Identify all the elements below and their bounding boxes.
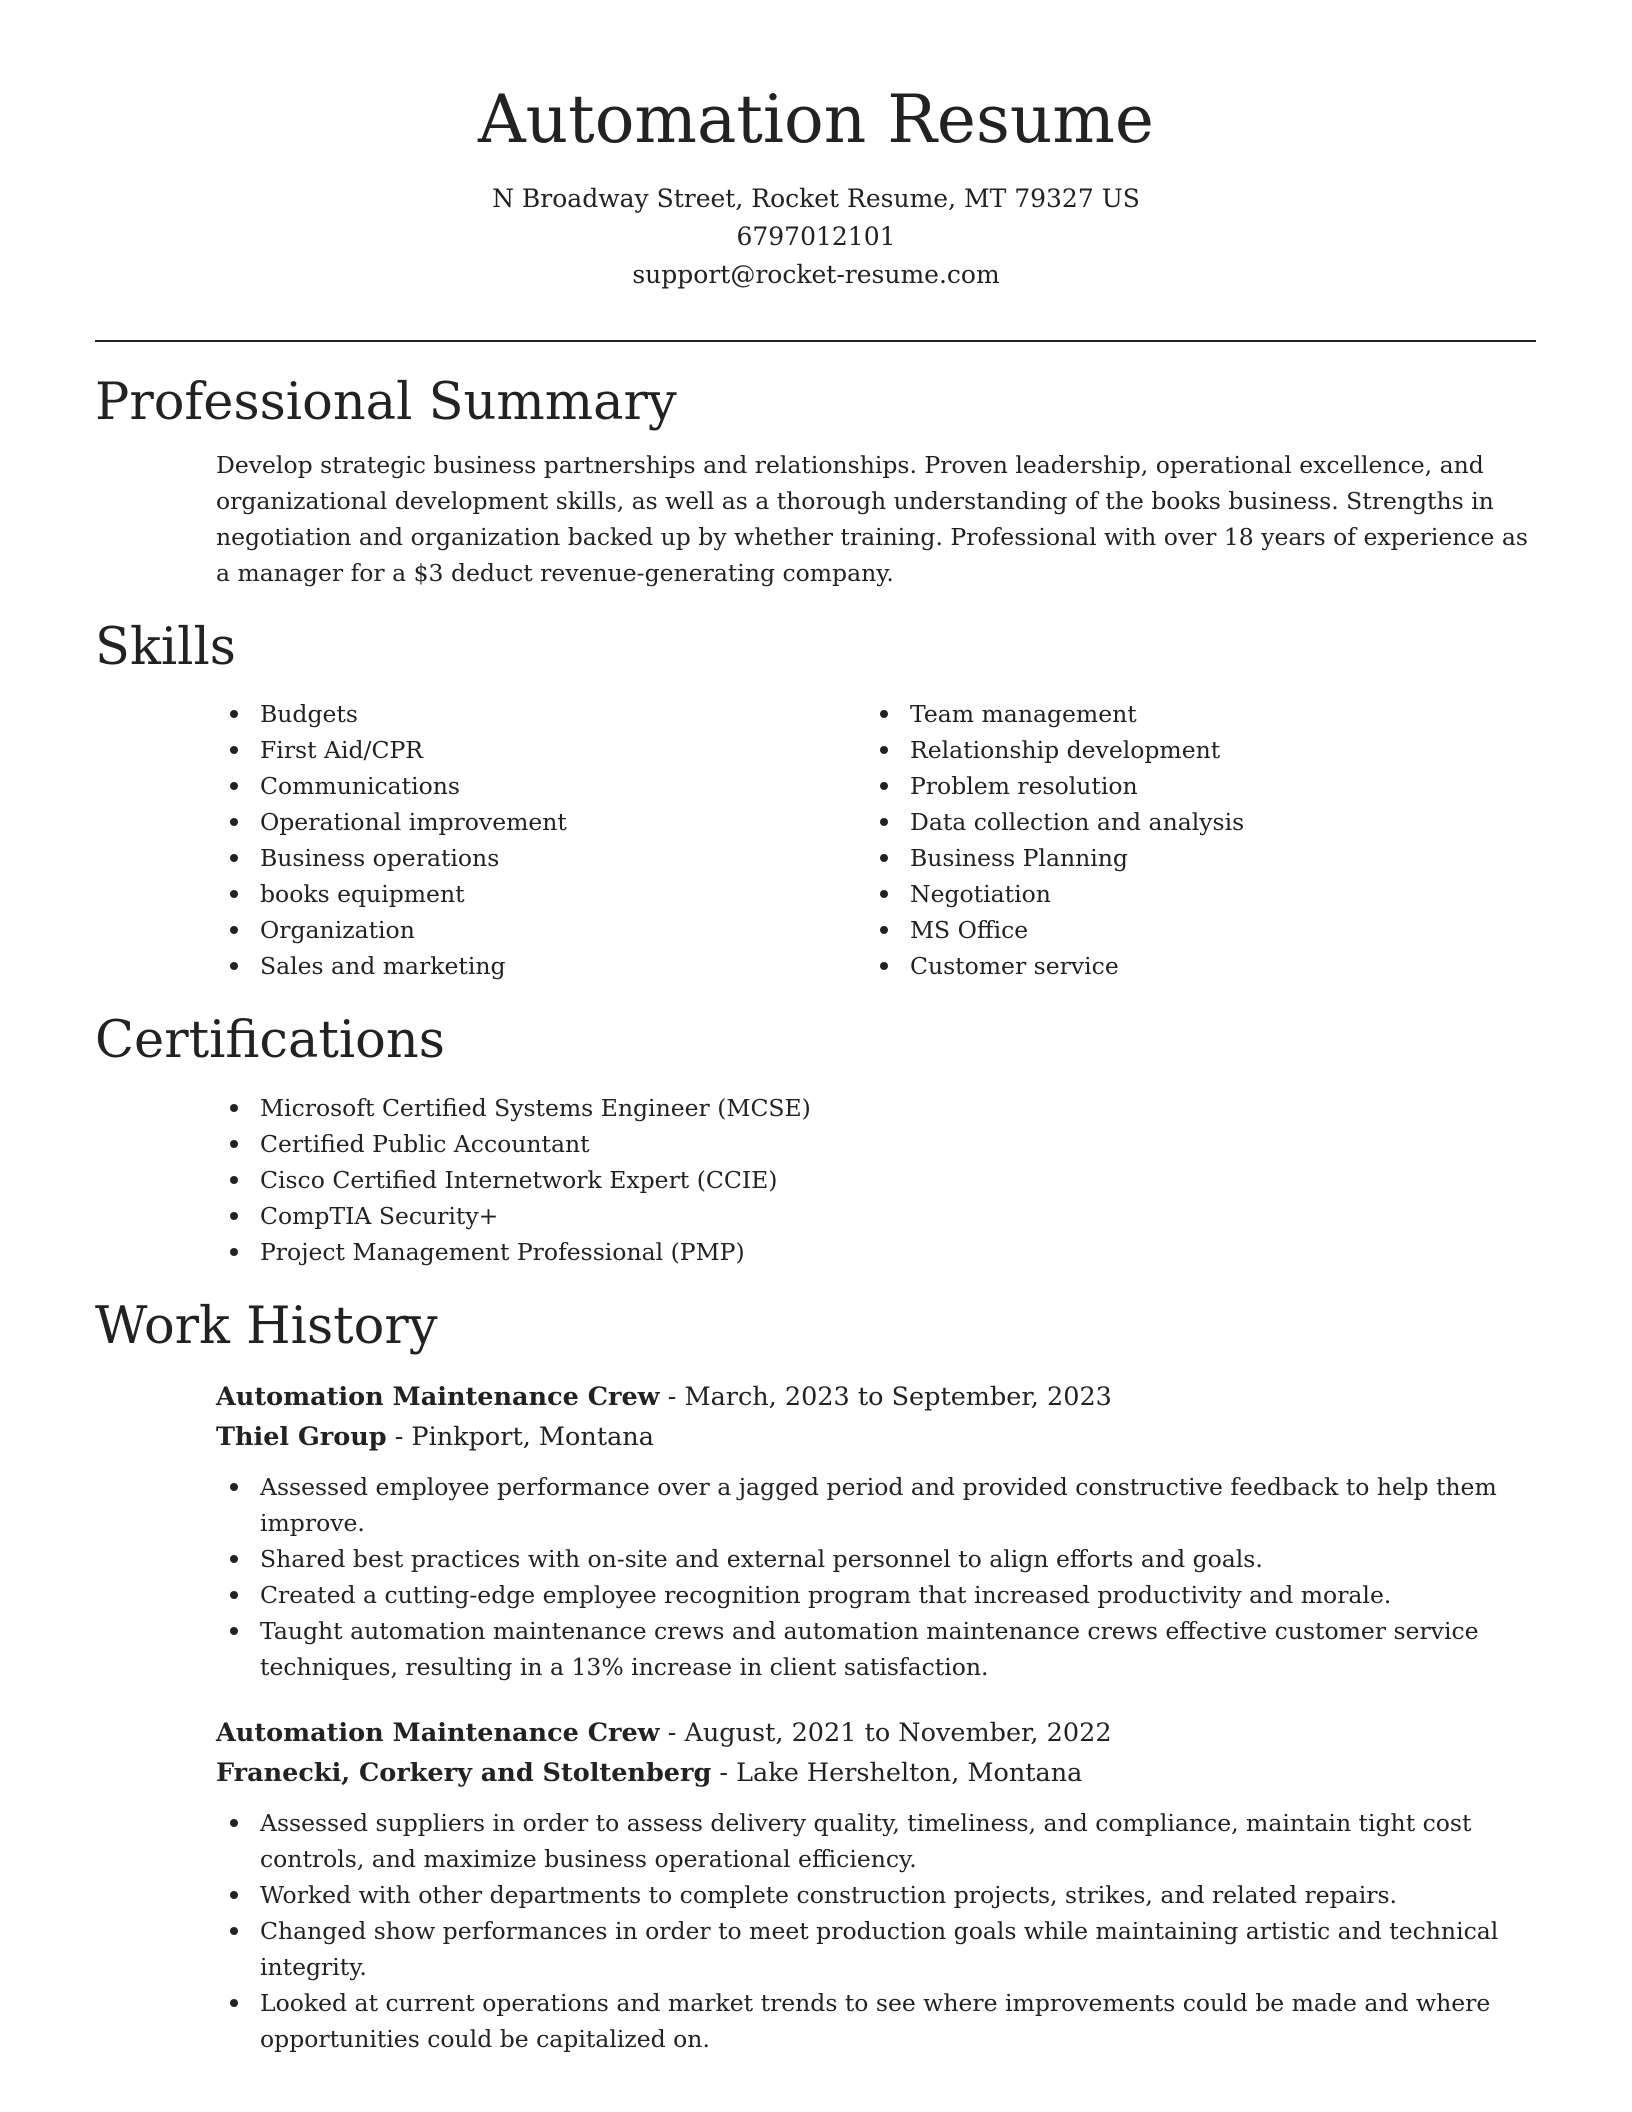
certification-item-text: Certified Public Accountant [260, 1129, 590, 1158]
job-entry [216, 1377, 1536, 1685]
resume-name: Automation Resume [478, 81, 1154, 158]
skill-item [216, 876, 866, 912]
bullet-icon [880, 746, 888, 754]
email: support@rocket-resume.com [632, 259, 1000, 289]
certification-item-text: Cisco Certified Internetwork Expert (CCIE) [260, 1165, 778, 1194]
bullet-icon [230, 1591, 238, 1599]
certification-item [216, 1126, 1536, 1162]
job-role-line [216, 1713, 1536, 1753]
skill-item [216, 696, 866, 732]
summary-text: Develop strategic business partnerships and relationships. Proven leadership, operational excellence, and organizational development skills, as well as a thorough understanding of the books business. Strengths in negotiation and organization backed up by whether training. Professional with over 18 years of experience as a manager for a $3 deduct revenue-generating company. [216, 451, 1528, 588]
certification-item-text: CompTIA Security+ [260, 1201, 499, 1230]
skill-item-text: Data collection and analysis [910, 808, 1245, 837]
bullet-icon [230, 854, 238, 862]
job-bullet-item-text: Taught automation maintenance crews and automation maintenance crews effective customer service techniques, resulting in a 13% increase in client satisfaction. [260, 1616, 1479, 1681]
bullet-icon [880, 962, 888, 970]
skill-item [216, 840, 866, 876]
certification-item [216, 1198, 1536, 1234]
address: N Broadway Street, Rocket Resume, MT 79327 US [492, 183, 1140, 213]
skill-item [216, 804, 866, 840]
bullet-icon [230, 1140, 238, 1148]
bullet-icon [880, 782, 888, 790]
bullet-icon [880, 818, 888, 826]
job-bullet-item-text: Assessed suppliers in order to assess delivery quality, timeliness, and compliance, maintain tight cost controls, and maximize business operational efficiency. [260, 1808, 1472, 1873]
skill-item-text: Problem resolution [910, 772, 1138, 801]
job-bullet-item [216, 1985, 1536, 2057]
bullet-icon [230, 1891, 238, 1899]
skill-item-text: Organization [260, 916, 415, 945]
skill-item-text: Sales and marketing [260, 952, 506, 981]
skill-item-text: Customer service [910, 952, 1119, 981]
skill-item [216, 948, 866, 984]
job-dates: - August, 2021 to November, 2022 [659, 1717, 1112, 1748]
bullet-icon [230, 782, 238, 790]
bullet-icon [230, 1104, 238, 1112]
certification-item [216, 1162, 1536, 1198]
certification-item [216, 1234, 1536, 1270]
skill-item [866, 732, 1516, 768]
certifications-list [216, 1090, 1536, 1270]
phone: 6797012101 [736, 221, 896, 251]
job-entry [216, 1713, 1536, 2057]
certifications-section [95, 1010, 1536, 1269]
bullet-icon [880, 926, 888, 934]
skill-item [216, 768, 866, 804]
skills-columns [216, 696, 1536, 984]
skill-item [866, 912, 1516, 948]
skill-item-text: MS Office [910, 916, 1029, 945]
certification-item [216, 1090, 1536, 1126]
job-role: Automation Maintenance Crew [216, 1717, 660, 1748]
bullet-icon [230, 1819, 238, 1827]
skill-item-text: Budgets [260, 700, 358, 729]
job-dates: - March, 2023 to September, 2023 [659, 1381, 1112, 1412]
skill-item [216, 732, 866, 768]
bullet-icon [230, 962, 238, 970]
skill-item-text: Relationship development [910, 736, 1221, 765]
job-bullet-item-text: Looked at current operations and market trends to see where improvements could be made and where opportunities could be capitalized on. [260, 1988, 1491, 2053]
skill-item-text: Negotiation [910, 880, 1051, 909]
bullet-icon [880, 710, 888, 718]
bullet-icon [230, 1248, 238, 1256]
bullet-icon [230, 710, 238, 718]
job-bullets [216, 1805, 1536, 2057]
job-bullet-item [216, 1541, 1536, 1577]
resume-header [0, 0, 1632, 294]
summary-section [95, 372, 1536, 591]
job-company-line [216, 1753, 1536, 1793]
bullet-icon [230, 1927, 238, 1935]
job-bullet-item-text: Created a cutting-edge employee recognition program that increased productivity and morale. [260, 1580, 1392, 1609]
job-role: Automation Maintenance Crew [216, 1381, 660, 1412]
bullet-icon [230, 818, 238, 826]
job-bullet-item [216, 1577, 1536, 1613]
job-role-line [216, 1377, 1536, 1417]
bullet-icon [880, 854, 888, 862]
job-company: Franecki, Corkery and Stoltenberg [216, 1757, 712, 1788]
bullet-icon [230, 926, 238, 934]
certification-item-text: Microsoft Certified Systems Engineer (MCSE) [260, 1093, 811, 1122]
job-bullet-item [216, 1913, 1536, 1985]
skills-section [95, 617, 1536, 984]
job-company-line [216, 1417, 1536, 1457]
bullet-icon [230, 890, 238, 898]
bullet-icon [230, 746, 238, 754]
contact-info [0, 180, 1632, 294]
work-history-section [95, 1296, 1536, 2057]
job-bullets [216, 1469, 1536, 1685]
bullet-icon [230, 1483, 238, 1491]
skill-item-text: books equipment [260, 880, 465, 909]
certifications-title: Certifications [95, 1011, 445, 1071]
bullet-icon [230, 1176, 238, 1184]
job-company: Thiel Group [216, 1421, 387, 1452]
skill-item [866, 876, 1516, 912]
skill-item-text: Operational improvement [260, 808, 567, 837]
bullet-icon [880, 890, 888, 898]
skills-list-left [216, 696, 866, 984]
skill-item-text: First Aid/CPR [260, 736, 423, 765]
summary-title: Professional Summary [95, 373, 677, 432]
job-bullet-item [216, 1805, 1536, 1877]
job-bullet-item-text: Changed show performances in order to meet production goals while maintaining artistic and technical integrity. [260, 1916, 1499, 1981]
job-bullet-item-text: Worked with other departments to complete construction projects, strikes, and related repairs. [260, 1880, 1398, 1909]
skill-item [866, 948, 1516, 984]
job-bullet-item [216, 1877, 1536, 1913]
bullet-icon [230, 1999, 238, 2007]
job-bullet-item [216, 1613, 1536, 1685]
bullet-icon [230, 1627, 238, 1635]
skill-item [216, 912, 866, 948]
skill-item-text: Communications [260, 772, 460, 801]
job-location: - Lake Hershelton, Montana [711, 1757, 1083, 1788]
skill-item [866, 768, 1516, 804]
job-bullet-item-text: Shared best practices with on-site and external personnel to align efforts and goals. [260, 1544, 1263, 1573]
job-bullet-item [216, 1469, 1536, 1541]
job-bullet-item-text: Assessed employee performance over a jagged period and provided constructive feedback to help them improve. [260, 1472, 1497, 1537]
bullet-icon [230, 1212, 238, 1220]
resume-body [95, 372, 1536, 2057]
skill-item [866, 804, 1516, 840]
skill-item [866, 696, 1516, 732]
bullet-icon [230, 1555, 238, 1563]
skills-title: Skills [95, 618, 236, 678]
skill-item-text: Business operations [260, 844, 500, 873]
work-history-title: Work History [95, 1296, 438, 1356]
certification-item-text: Project Management Professional (PMP) [260, 1237, 745, 1266]
skill-item-text: Team management [910, 700, 1137, 729]
skills-list-right [866, 696, 1516, 984]
skill-item [866, 840, 1516, 876]
header-divider [95, 340, 1536, 342]
skill-item-text: Business Planning [910, 844, 1128, 873]
job-location: - Pinkport, Montana [386, 1421, 654, 1452]
